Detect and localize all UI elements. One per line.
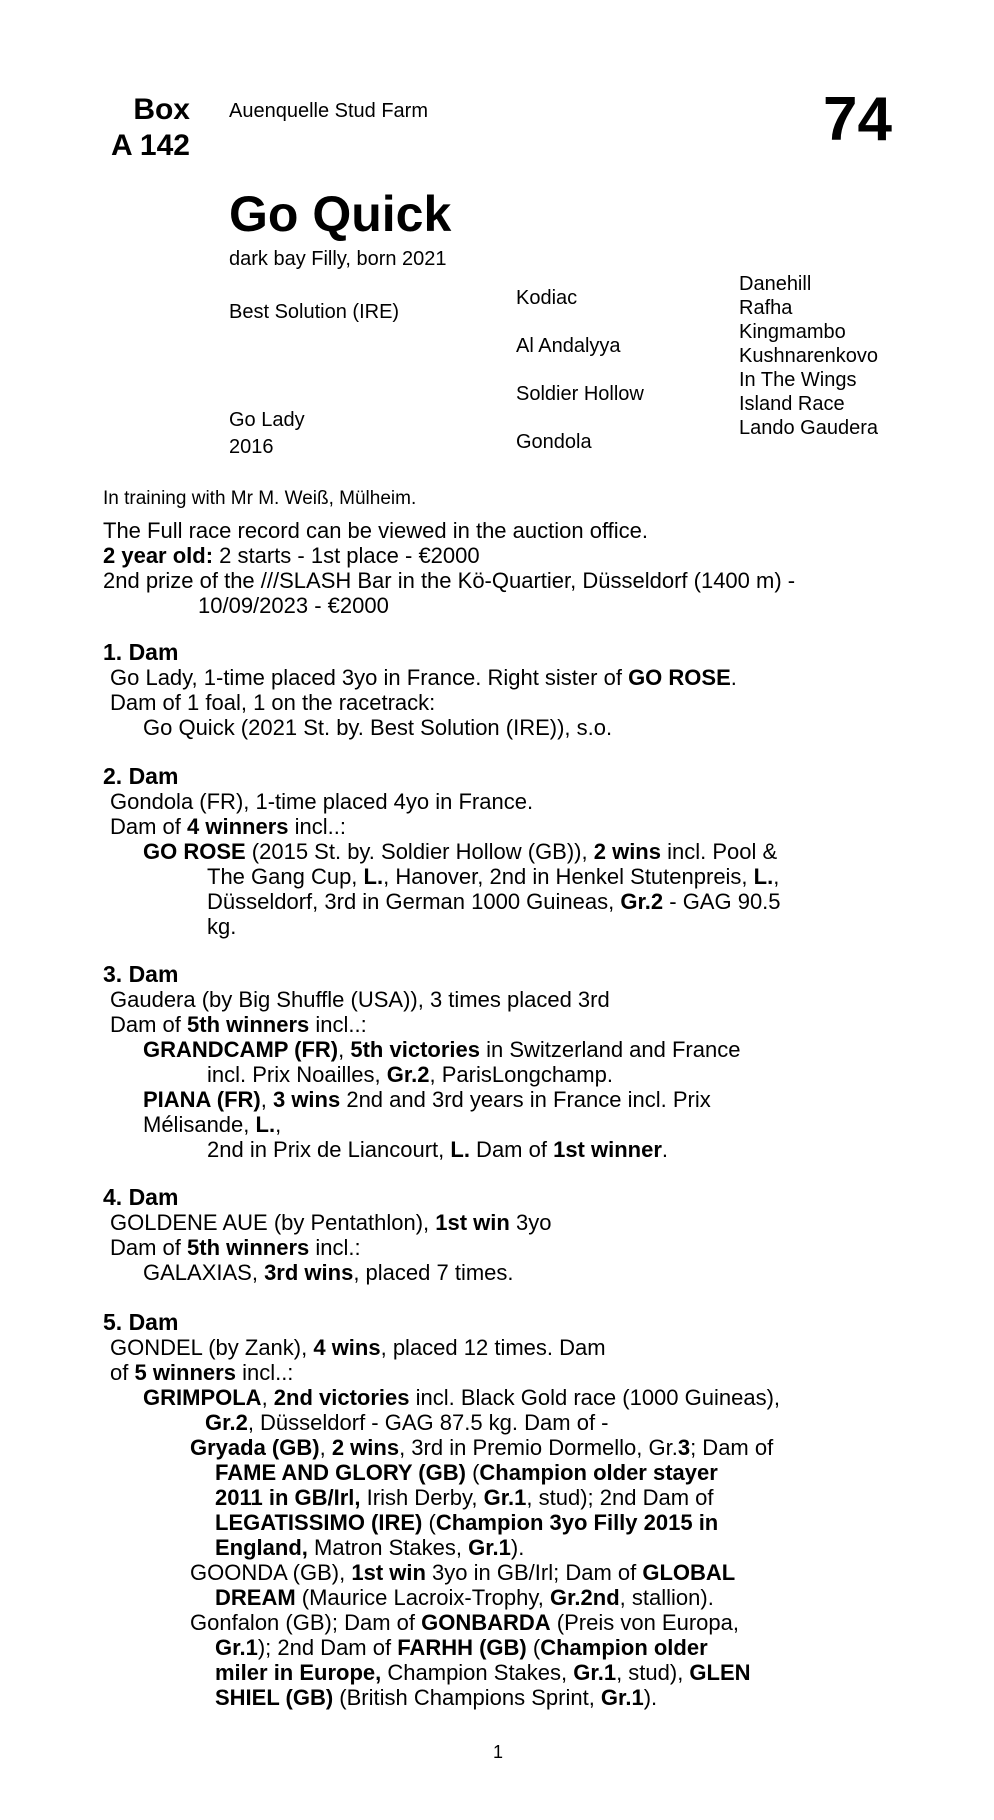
box-label [110,92,190,164]
dam-line: GONDEL (by Zank), 4 wins, placed 12 times. Dam [110,1335,606,1360]
offspring-entry: GRANDCAMP (FR), 5th victories in Switzerland and France [143,1037,741,1062]
dam-heading: 5. Dam [103,1309,179,1335]
pedigree-great-grandparent: In The Wings [739,369,857,391]
page-number: 1 [493,1742,504,1762]
grand-offspring-entry: Gryada (GB), 2 wins, 3rd in Premio Dormello, Gr.3; Dam of [190,1435,774,1460]
pedigree-great-grandparent: Island Race [739,393,845,415]
pedigree-dam: Go Lady [229,409,305,431]
dam-line: Gondola (FR), 1-time placed 4yo in France. [110,789,534,814]
dam-5-section [103,1310,913,1710]
dam-heading: 2. Dam [103,763,179,789]
horse-description: dark bay Filly, born 2021 [229,248,447,270]
race-record-prize: 2nd prize of the ///SLASH Bar in the Kö-Quartier, Düsseldorf (1400 m) - [103,568,796,593]
dam-heading: 3. Dam [103,961,179,987]
offspring-entry-cont: The Gang Cup, L., Hanover, 2nd in Henkel Stutenpreis, L., [207,864,780,889]
pedigree-great-grandparent: Rafha [739,297,793,319]
dam-line: Dam of 5th winners incl.: [110,1235,361,1260]
lot-number: 74 [823,85,892,154]
dam-line: Gaudera (by Big Shuffle (USA)), 3 times placed 3rd [110,987,610,1012]
box-number: A 142 [111,129,190,162]
pedigree-grandparent: Al Andalyya [516,335,621,357]
pedigree-great-grandparent: Lando Gaudera [739,417,879,439]
grand-offspring-cont: Gr.1); 2nd Dam of FARHH (GB) (Champion older [215,1635,708,1660]
dam-line: Dam of 1 foal, 1 on the racetrack: [110,690,436,715]
offspring-entry-cont: Düsseldorf, 3rd in German 1000 Guineas, Gr.2 - GAG 90.5 [207,889,781,914]
grand-offspring-cont: miler in Europe, Champion Stakes, Gr.1, stud), GLEN [215,1660,751,1685]
race-record-prize-date: 10/09/2023 - €2000 [198,593,389,618]
dam-line: GOLDENE AUE (by Pentathlon), 1st win 3yo [110,1210,552,1235]
offspring-entry: PIANA (FR), 3 wins 2nd and 3rd years in France incl. Prix [143,1087,711,1112]
grand-offspring-cont: SHIEL (GB) (British Champions Sprint, Gr.1). [215,1685,658,1710]
grand-offspring-cont: DREAM (Maurice Lacroix-Trophy, Gr.2nd, stallion). [215,1585,714,1610]
dam-line: Dam of 4 winners incl..: [110,814,346,839]
race-record-note: The Full race record can be viewed in the auction office. [103,518,649,543]
offspring-entry: GO ROSE (2015 St. by. Soldier Hollow (GB)), 2 wins incl. Pool & [143,839,778,864]
race-record-age: 2 year old: 2 starts - 1st place - €2000 [103,543,480,568]
offspring-entry: GRIMPOLA, 2nd victories incl. Black Gold race (1000 Guineas), [143,1385,781,1410]
training-info: In training with Mr M. Weiß, Mülheim. [103,488,417,509]
pedigree-grandparent: Gondola [516,431,592,453]
grand-offspring-cont: FAME AND GLORY (GB) (Champion older stayer [215,1460,718,1485]
pedigree-grandparent: Kodiac [516,287,578,309]
dam-line: of 5 winners incl..: [110,1360,294,1385]
box-word: Box [133,93,190,126]
offspring-entry: GALAXIAS, 3rd wins, placed 7 times. [143,1260,514,1285]
pedigree-dam-year: 2016 [229,436,274,458]
dam-heading: 1. Dam [103,639,179,665]
pedigree-grandparent: Soldier Hollow [516,383,644,405]
grand-offspring-cont: England, Matron Stakes, Gr.1). [215,1535,525,1560]
pedigree-great-grandparent: Danehill [739,273,812,295]
pedigree-sire: Best Solution (IRE) [229,301,400,323]
offspring-entry: Go Quick (2021 St. by. Best Solution (IRE)), s.o. [143,715,613,740]
dam-line: Dam of 5th winners incl..: [110,1012,367,1037]
dam-heading: 4. Dam [103,1184,179,1210]
offspring-entry-cont: kg. [207,914,237,939]
grand-offspring-cont: LEGATISSIMO (IRE) (Champion 3yo Filly 2015 in [215,1510,719,1535]
dam-line: Go Lady, 1-time placed 3yo in France. Right sister of GO ROSE. [110,665,737,690]
pedigree-great-grandparents [739,272,878,440]
horse-name: Go Quick [229,186,452,242]
stud-farm: Auenquelle Stud Farm [229,100,429,122]
offspring-entry-cont: 2nd in Prix de Liancourt, L. Dam of 1st winner. [207,1137,669,1162]
dam-1-section [103,640,903,740]
offspring-entry-cont: Mélisande, L., [143,1112,282,1137]
grand-offspring-entry: Gonfalon (GB); Dam of GONBARDA (Preis von Europa, [190,1610,739,1635]
dam-2-section [103,764,903,939]
offspring-entry-cont: Gr.2, Düsseldorf - GAG 87.5 kg. Dam of - [205,1410,609,1435]
grand-offspring-cont: 2011 in GB/Irl, Irish Derby, Gr.1, stud); 2nd Dam of [215,1485,714,1510]
grand-offspring-entry: GOONDA (GB), 1st win 3yo in GB/Irl; Dam of GLOBAL [190,1560,736,1585]
dam-3-section [103,962,903,1162]
offspring-entry-cont: incl. Prix Noailles, Gr.2, ParisLongchamp. [207,1062,613,1087]
dam-4-section [103,1185,903,1285]
pedigree-great-grandparent: Kushnarenkovo [739,345,878,367]
pedigree-great-grandparent: Kingmambo [739,321,846,343]
race-record [103,518,963,618]
